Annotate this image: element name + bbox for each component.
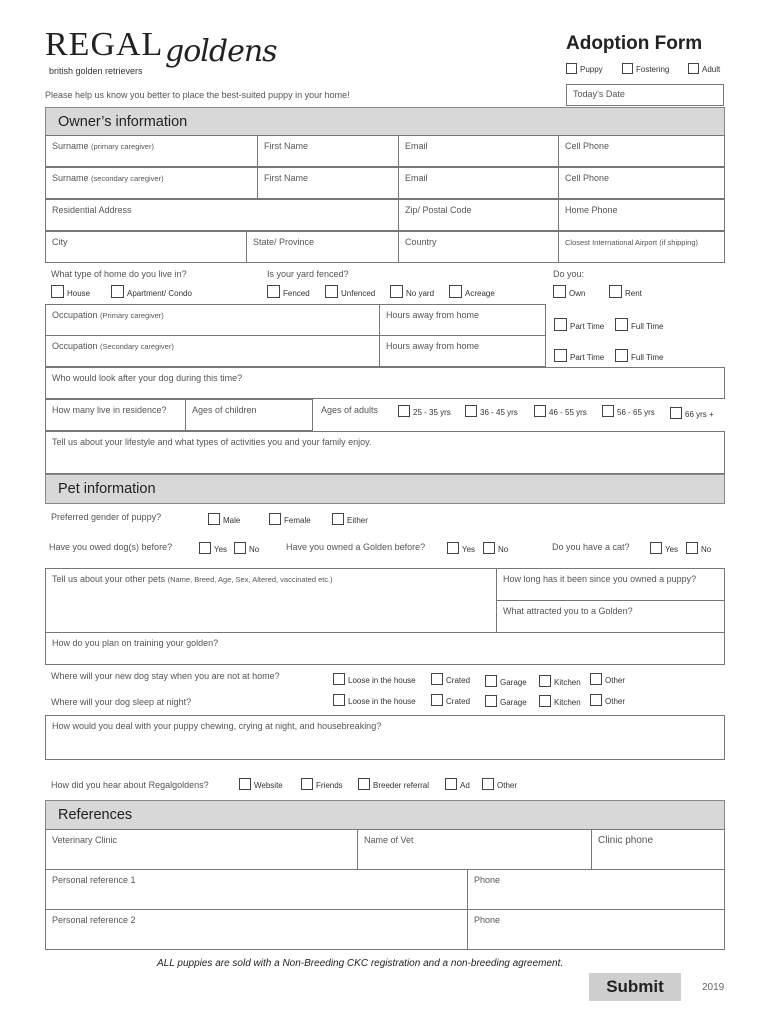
home-apartment-checkbox[interactable]: Apartment/ Condo bbox=[111, 285, 192, 298]
sleep-loose-checkbox[interactable]: Loose in the house bbox=[333, 694, 416, 706]
secondary-full-time-checkbox[interactable]: Full Time bbox=[615, 349, 663, 362]
email-secondary-field[interactable]: Email bbox=[398, 167, 559, 199]
state-field[interactable]: State/ Province bbox=[246, 231, 399, 263]
occupation-secondary-field[interactable]: Occupation (Secondary caregiver) bbox=[45, 335, 380, 367]
adults-66-plus-checkbox[interactable]: 66 yrs + bbox=[670, 407, 714, 419]
logo-script-text: goldens bbox=[165, 34, 277, 69]
logo-main-text: REGAL bbox=[45, 26, 164, 63]
home-house-checkbox[interactable]: House bbox=[51, 285, 90, 298]
occupation-primary-field[interactable]: Occupation (Primary caregiver) bbox=[45, 304, 380, 336]
lifestyle-field[interactable]: Tell us about your lifestyle and what types of activities you and your family enjoy. bbox=[45, 431, 725, 474]
owned-dogs-no-checkbox[interactable]: No bbox=[234, 542, 259, 554]
adults-56-65-checkbox[interactable]: 56 - 65 yrs bbox=[602, 405, 655, 417]
first-name-primary-field[interactable]: First Name bbox=[257, 135, 399, 167]
cat-question: Do you have a cat? bbox=[552, 542, 630, 552]
submit-button[interactable]: Submit bbox=[589, 973, 681, 1001]
sleep-other-checkbox[interactable]: Other bbox=[590, 694, 625, 706]
ages-adults-label: Ages of adults bbox=[321, 405, 379, 415]
form-title: Adoption Form bbox=[566, 33, 703, 54]
own-checkbox[interactable]: Own bbox=[553, 285, 585, 298]
owned-golden-yes-checkbox[interactable]: Yes bbox=[447, 542, 475, 554]
primary-part-time-checkbox[interactable]: Part Time bbox=[554, 318, 604, 331]
hear-breeder-referral-checkbox[interactable]: Breeder referral bbox=[358, 778, 429, 790]
yard-acreage-checkbox[interactable]: Acreage bbox=[449, 285, 495, 298]
hours-away-secondary-field[interactable]: Hours away from home bbox=[379, 335, 546, 367]
intro-text: Please help us know you better to place the best-suited puppy in your home! bbox=[45, 90, 350, 100]
personal-reference-1-field[interactable]: Personal reference 1 bbox=[45, 869, 468, 910]
year-label: 2019 bbox=[702, 982, 725, 993]
attracted-field[interactable]: What attracted you to a Golden? bbox=[496, 600, 725, 633]
owner-section-header: Owner’s information bbox=[45, 107, 725, 137]
do-you-question: Do you: bbox=[553, 269, 585, 279]
vet-clinic-field[interactable]: Veterinary Clinic bbox=[45, 829, 358, 870]
owned-dogs-yes-checkbox[interactable]: Yes bbox=[199, 542, 227, 554]
type-adult-checkbox[interactable]: Adult bbox=[688, 63, 720, 74]
hours-away-primary-field[interactable]: Hours away from home bbox=[379, 304, 546, 336]
yard-fenced-checkbox[interactable]: Fenced bbox=[267, 285, 310, 298]
owned-golden-no-checkbox[interactable]: No bbox=[483, 542, 508, 554]
owned-dogs-question: Have you owed dog(s) before? bbox=[49, 542, 173, 552]
surname-secondary-field[interactable]: Surname (secondary caregiver) bbox=[45, 167, 258, 199]
home-phone-field[interactable]: Home Phone bbox=[558, 199, 725, 231]
zip-field[interactable]: Zip/ Postal Code bbox=[398, 199, 559, 231]
yard-unfenced-checkbox[interactable]: Unfenced bbox=[325, 285, 375, 298]
ages-children-field[interactable]: Ages of children bbox=[185, 399, 313, 431]
clinic-phone-field[interactable]: Clinic phone bbox=[591, 829, 725, 870]
vet-name-field[interactable]: Name of Vet bbox=[357, 829, 592, 870]
adults-36-45-checkbox[interactable]: 36 - 45 yrs bbox=[465, 405, 518, 417]
gender-female-checkbox[interactable]: Female bbox=[269, 513, 311, 525]
pet-section-header: Pet information bbox=[45, 474, 725, 504]
adults-25-35-checkbox[interactable]: 25 - 35 yrs bbox=[398, 405, 451, 417]
hear-other-checkbox[interactable]: Other bbox=[482, 778, 517, 790]
logo bbox=[45, 26, 295, 78]
who-look-after-field[interactable]: Who would look after your dog during this time? bbox=[45, 367, 725, 399]
how-many-field[interactable]: How many live in residence? bbox=[45, 399, 186, 431]
sleep-garage-checkbox[interactable]: Garage bbox=[485, 695, 527, 707]
sleep-crated-checkbox[interactable]: Crated bbox=[431, 694, 470, 706]
type-fostering-checkbox[interactable]: Fostering bbox=[622, 63, 669, 74]
gender-male-checkbox[interactable]: Male bbox=[208, 513, 240, 525]
training-field[interactable]: How do you plan on training your golden? bbox=[45, 632, 725, 665]
rent-checkbox[interactable]: Rent bbox=[609, 285, 642, 298]
secondary-part-time-checkbox[interactable]: Part Time bbox=[554, 349, 604, 362]
reference-2-phone-field[interactable]: Phone bbox=[467, 909, 725, 950]
sleep-question: Where will your dog sleep at night? bbox=[51, 697, 192, 707]
personal-reference-2-field[interactable]: Personal reference 2 bbox=[45, 909, 468, 950]
gender-question: Preferred gender of puppy? bbox=[51, 512, 162, 522]
email-primary-field[interactable]: Email bbox=[398, 135, 559, 167]
logo-tagline: british golden retrievers bbox=[49, 66, 143, 76]
first-name-secondary-field[interactable]: First Name bbox=[257, 167, 399, 199]
references-section-header: References bbox=[45, 800, 725, 830]
stay-question: Where will your new dog stay when you are not at home? bbox=[51, 671, 280, 681]
other-pets-field[interactable]: Tell us about your other pets (Name, Breed, Age, Sex, Altered, vaccinated etc.) bbox=[45, 568, 497, 633]
todays-date-field[interactable]: Today’s Date bbox=[566, 84, 724, 106]
cell-phone-primary-field[interactable]: Cell Phone bbox=[558, 135, 725, 167]
sleep-kitchen-checkbox[interactable]: Kitchen bbox=[539, 695, 581, 707]
cat-no-checkbox[interactable]: No bbox=[686, 542, 711, 554]
city-field[interactable]: City bbox=[45, 231, 247, 263]
yard-question: Is your yard fenced? bbox=[267, 269, 349, 279]
stay-loose-checkbox[interactable]: Loose in the house bbox=[333, 673, 416, 685]
since-puppy-field[interactable]: How long has it been since you owned a puppy? bbox=[496, 568, 725, 601]
airport-field[interactable]: Closest International Airport (if shipping) bbox=[558, 231, 725, 263]
stay-other-checkbox[interactable]: Other bbox=[590, 673, 625, 685]
stay-kitchen-checkbox[interactable]: Kitchen bbox=[539, 675, 581, 687]
chewing-field[interactable]: How would you deal with your puppy chewing, crying at night, and housebreaking? bbox=[45, 715, 725, 760]
residential-address-field[interactable]: Residential Address bbox=[45, 199, 399, 231]
primary-full-time-checkbox[interactable]: Full Time bbox=[615, 318, 663, 331]
owned-golden-question: Have you owned a Golden before? bbox=[286, 542, 426, 552]
disclaimer-text: ALL puppies are sold with a Non-Breeding CKC registration and a non-breeding agreement. bbox=[157, 958, 564, 969]
stay-garage-checkbox[interactable]: Garage bbox=[485, 675, 527, 687]
country-field[interactable]: Country bbox=[398, 231, 559, 263]
home-type-question: What type of home do you live in? bbox=[51, 269, 187, 279]
gender-either-checkbox[interactable]: Either bbox=[332, 513, 368, 525]
type-puppy-checkbox[interactable]: Puppy bbox=[566, 63, 603, 74]
hear-friends-checkbox[interactable]: Friends bbox=[301, 778, 343, 790]
cell-phone-secondary-field[interactable]: Cell Phone bbox=[558, 167, 725, 199]
reference-1-phone-field[interactable]: Phone bbox=[467, 869, 725, 910]
cat-yes-checkbox[interactable]: Yes bbox=[650, 542, 678, 554]
hear-question: How did you hear about Regalgoldens? bbox=[51, 780, 209, 790]
stay-crated-checkbox[interactable]: Crated bbox=[431, 673, 470, 685]
hear-website-checkbox[interactable]: Website bbox=[239, 778, 283, 790]
yard-none-checkbox[interactable]: No yard bbox=[390, 285, 434, 298]
surname-primary-field[interactable]: Surname (primary caregiver) bbox=[45, 135, 258, 167]
hear-ad-checkbox[interactable]: Ad bbox=[445, 778, 470, 790]
adults-46-55-checkbox[interactable]: 46 - 55 yrs bbox=[534, 405, 587, 417]
